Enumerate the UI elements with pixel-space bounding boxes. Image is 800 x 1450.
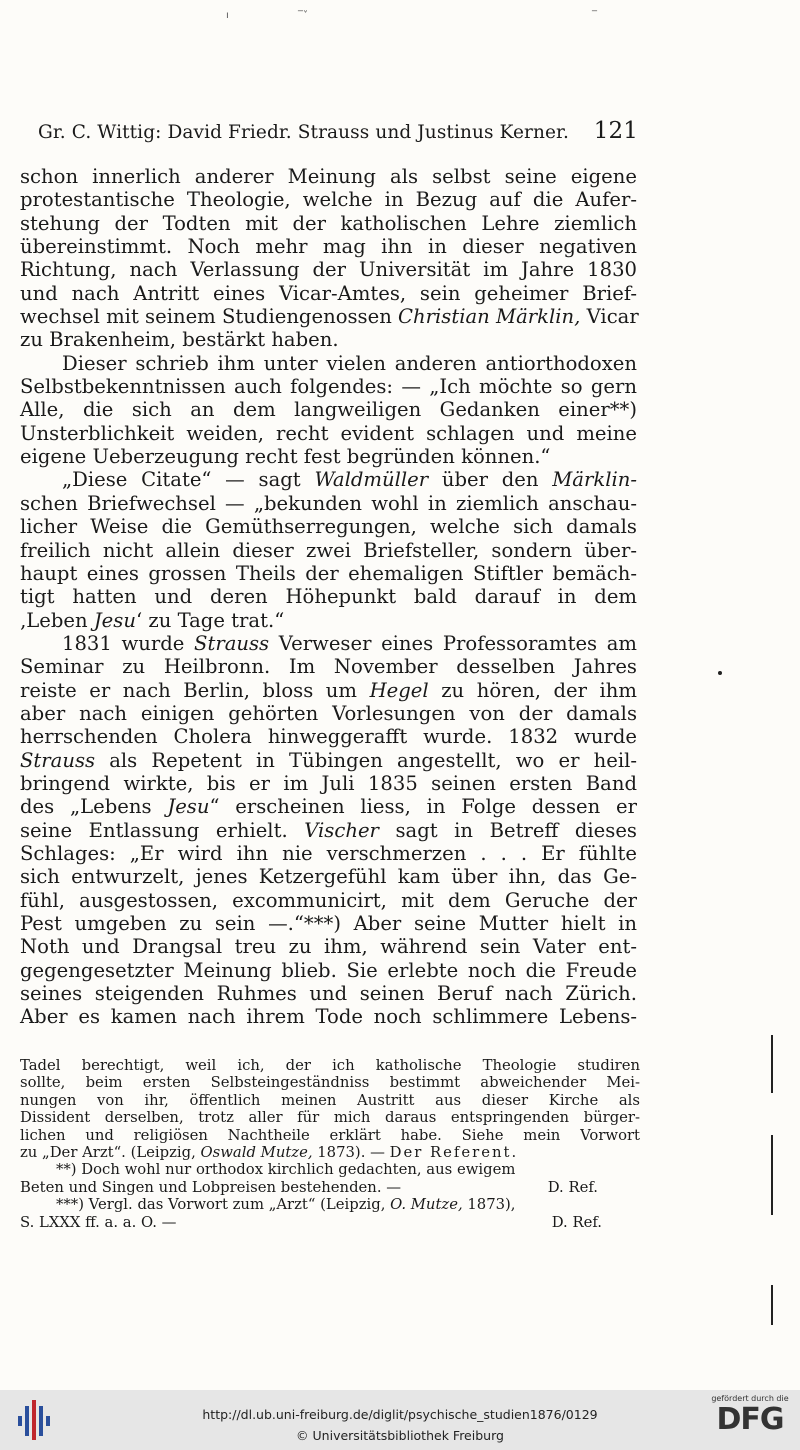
paragraph	[20, 468, 637, 631]
text-line: Selbstbekenntnissen auch folgendes: — „Ich möchte so gern	[20, 375, 637, 399]
text-line: Schlages: „Er wird ihn nie verschmerzen . . . Er fühlte	[20, 841, 637, 865]
footnote-continuation	[20, 1057, 640, 1144]
text-line: Dieser schrieb ihm unter vielen anderen antiorthodoxen	[62, 351, 637, 375]
text-line: Aber es kamen nach ihrem Tode noch schlimmere Lebens-	[20, 1005, 637, 1029]
text-line: 1831 wurde Strauss Verweser eines Professoramtes am	[62, 631, 637, 655]
paragraph	[20, 165, 637, 352]
scan-line	[771, 1135, 773, 1215]
footnote-2: **) Doch wohl nur orthodox kirchlich gedachten, aus ewigem	[56, 1161, 516, 1179]
running-header	[38, 118, 638, 144]
footnote-signature: D. Ref.	[547, 1178, 598, 1196]
footnote-signature: Der Referent.	[389, 1143, 519, 1161]
text-line: Unsterblichkeit weiden, recht evident schlagen und meine	[20, 421, 637, 445]
text-line: Alle, die sich an dem langweiligen Gedanken einer**)	[20, 398, 637, 422]
copyright-notice: © Universitätsbibliothek Freiburg	[296, 1428, 504, 1443]
text-line: herrschenden Cholera hinweggerafft wurde. 1832 wurde	[20, 725, 637, 749]
permalink-url[interactable]: http://dl.ub.uni-freiburg.de/diglit/psychische_studien1876/0129	[202, 1407, 598, 1422]
text-line: reiste er nach Berlin, bloss um Hegel zu hören, der ihm	[20, 678, 637, 702]
text-line: tigt hatten und deren Höhepunkt bald darauf in dem	[20, 585, 637, 609]
text-line: ‚Leben Jesu‘ zu Tage trat.“	[20, 608, 285, 632]
text-line: seines steigenden Ruhmes und seinen Beruf nach Zürich.	[20, 982, 637, 1006]
page-number: 121	[593, 118, 638, 144]
footnote-line: nungen von ihr, öffentlich meinen Austritt aus dieser Kirche als	[20, 1091, 640, 1109]
footnotes	[20, 1057, 640, 1231]
footnote-line: Dissident derselben, trotz aller für mich daraus entspringenden bürger-	[20, 1109, 640, 1127]
footnote-line: zu „Der Arzt“. (Leipzig, Oswald Mutze, 1873). — Der Referent.	[20, 1143, 519, 1161]
main-text	[20, 165, 637, 1029]
dfg-logo	[708, 1394, 792, 1446]
dfg-wordmark: DFG	[716, 1402, 784, 1437]
scan-mark: ‾	[592, 10, 597, 21]
paragraph	[20, 632, 637, 1029]
text-line: übereinstimmt. Noch mehr mag ihn in dieser negativen	[20, 235, 637, 259]
text-line: Pest umgeben zu sein —.“***) Aber seine Mutter hielt in	[20, 912, 637, 935]
running-title: Gr. C. Wittig: David Friedr. Strauss und Justinus Kerner.	[38, 122, 569, 143]
text-line: stehung der Todten mit der katholischen Lehre ziemlich	[20, 211, 637, 235]
footnote-line: Beten und Singen und Lobpreisen bestehenden. — D. Ref.	[20, 1178, 598, 1196]
text-line: seine Entlassung erhielt. Vischer sagt in Betreff dieses	[20, 818, 637, 842]
text-line: freilich nicht allein dieser zwei Briefsteller, sondern über-	[20, 538, 637, 562]
text-line: eigene Ueberzeugung recht fest begründen können.“	[20, 445, 551, 469]
text-line: Richtung, nach Verlassung der Universität im Jahre 1830	[20, 258, 637, 282]
funder-caption: gefördert durch die	[711, 1394, 789, 1403]
footnote-line: Tadel berechtigt, weil ich, der ich katholische Theologie studiren	[20, 1057, 640, 1074]
text-line: schen Briefwechsel — „bekunden wohl in ziemlich anschau-	[20, 491, 637, 515]
text-line: Noth und Drangsal treu zu ihm, während sein Vater ent-	[20, 935, 637, 959]
paragraph	[20, 352, 637, 469]
text-line: wechsel mit seinem Studiengenossen Christian Märklin, Vicar	[20, 305, 639, 329]
text-line: Seminar zu Heilbronn. Im November desselben Jahres	[20, 655, 637, 679]
scan-line	[771, 1035, 773, 1093]
text-line: sich entwurzelt, jenes Ketzergefühl kam über ihn, das Ge-	[20, 865, 637, 889]
scan-mark: ı	[226, 10, 229, 21]
text-line: fühl, ausgestossen, excommunicirt, mit dem Geruche der	[20, 888, 637, 912]
footnote-3: ***) Vergl. das Vorwort zum „Arzt“ (Leipzig, O. Mutze, 1873),	[56, 1196, 516, 1214]
text-line: schon innerlich anderer Meinung als selbst seine eigene	[20, 165, 637, 188]
text-line: Strauss als Repetent in Tübingen angestellt, wo er heil-	[20, 748, 637, 772]
scan-mark: ‾˅	[298, 10, 308, 21]
footnote-line: S. LXXX ff. a. a. O. — D. Ref.	[20, 1213, 602, 1231]
scan-dot	[718, 671, 722, 675]
footnote-line: sollte, beim ersten Selbsteingeständniss bestimmt abweichender Mei-	[20, 1074, 640, 1092]
text-line: protestantische Theologie, welche in Bezug auf die Aufer-	[20, 188, 637, 212]
text-line: und nach Antritt eines Vicar-Amtes, sein geheimer Brief-	[20, 281, 637, 305]
text-line: zu Brakenheim, bestärkt haben.	[20, 328, 339, 352]
text-line: bringend wirkte, bis er im Juli 1835 seinen ersten Band	[20, 771, 637, 795]
viewer-footer	[0, 1390, 800, 1450]
scan-line	[771, 1285, 773, 1325]
text-line: aber nach einigen gehörten Vorlesungen von der damals	[20, 701, 637, 725]
footnote-line: lichen und religiösen Nachtheile erklärt habe. Siehe mein Vorwort	[20, 1126, 640, 1144]
text-line: „Diese Citate“ — sagt Waldmüller über den Märklin-	[62, 468, 637, 492]
footnote-signature: D. Ref.	[551, 1213, 602, 1231]
text-line: des „Lebens Jesu“ erscheinen liess, in Folge dessen er	[20, 795, 637, 819]
text-line: gegengesetzter Meinung blieb. Sie erlebte noch die Freude	[20, 958, 637, 982]
text-line: licher Weise die Gemüthserregungen, welche sich damals	[20, 515, 637, 539]
text-line: haupt eines grossen Theils der ehemaligen Stiftler bemäch-	[20, 561, 637, 585]
